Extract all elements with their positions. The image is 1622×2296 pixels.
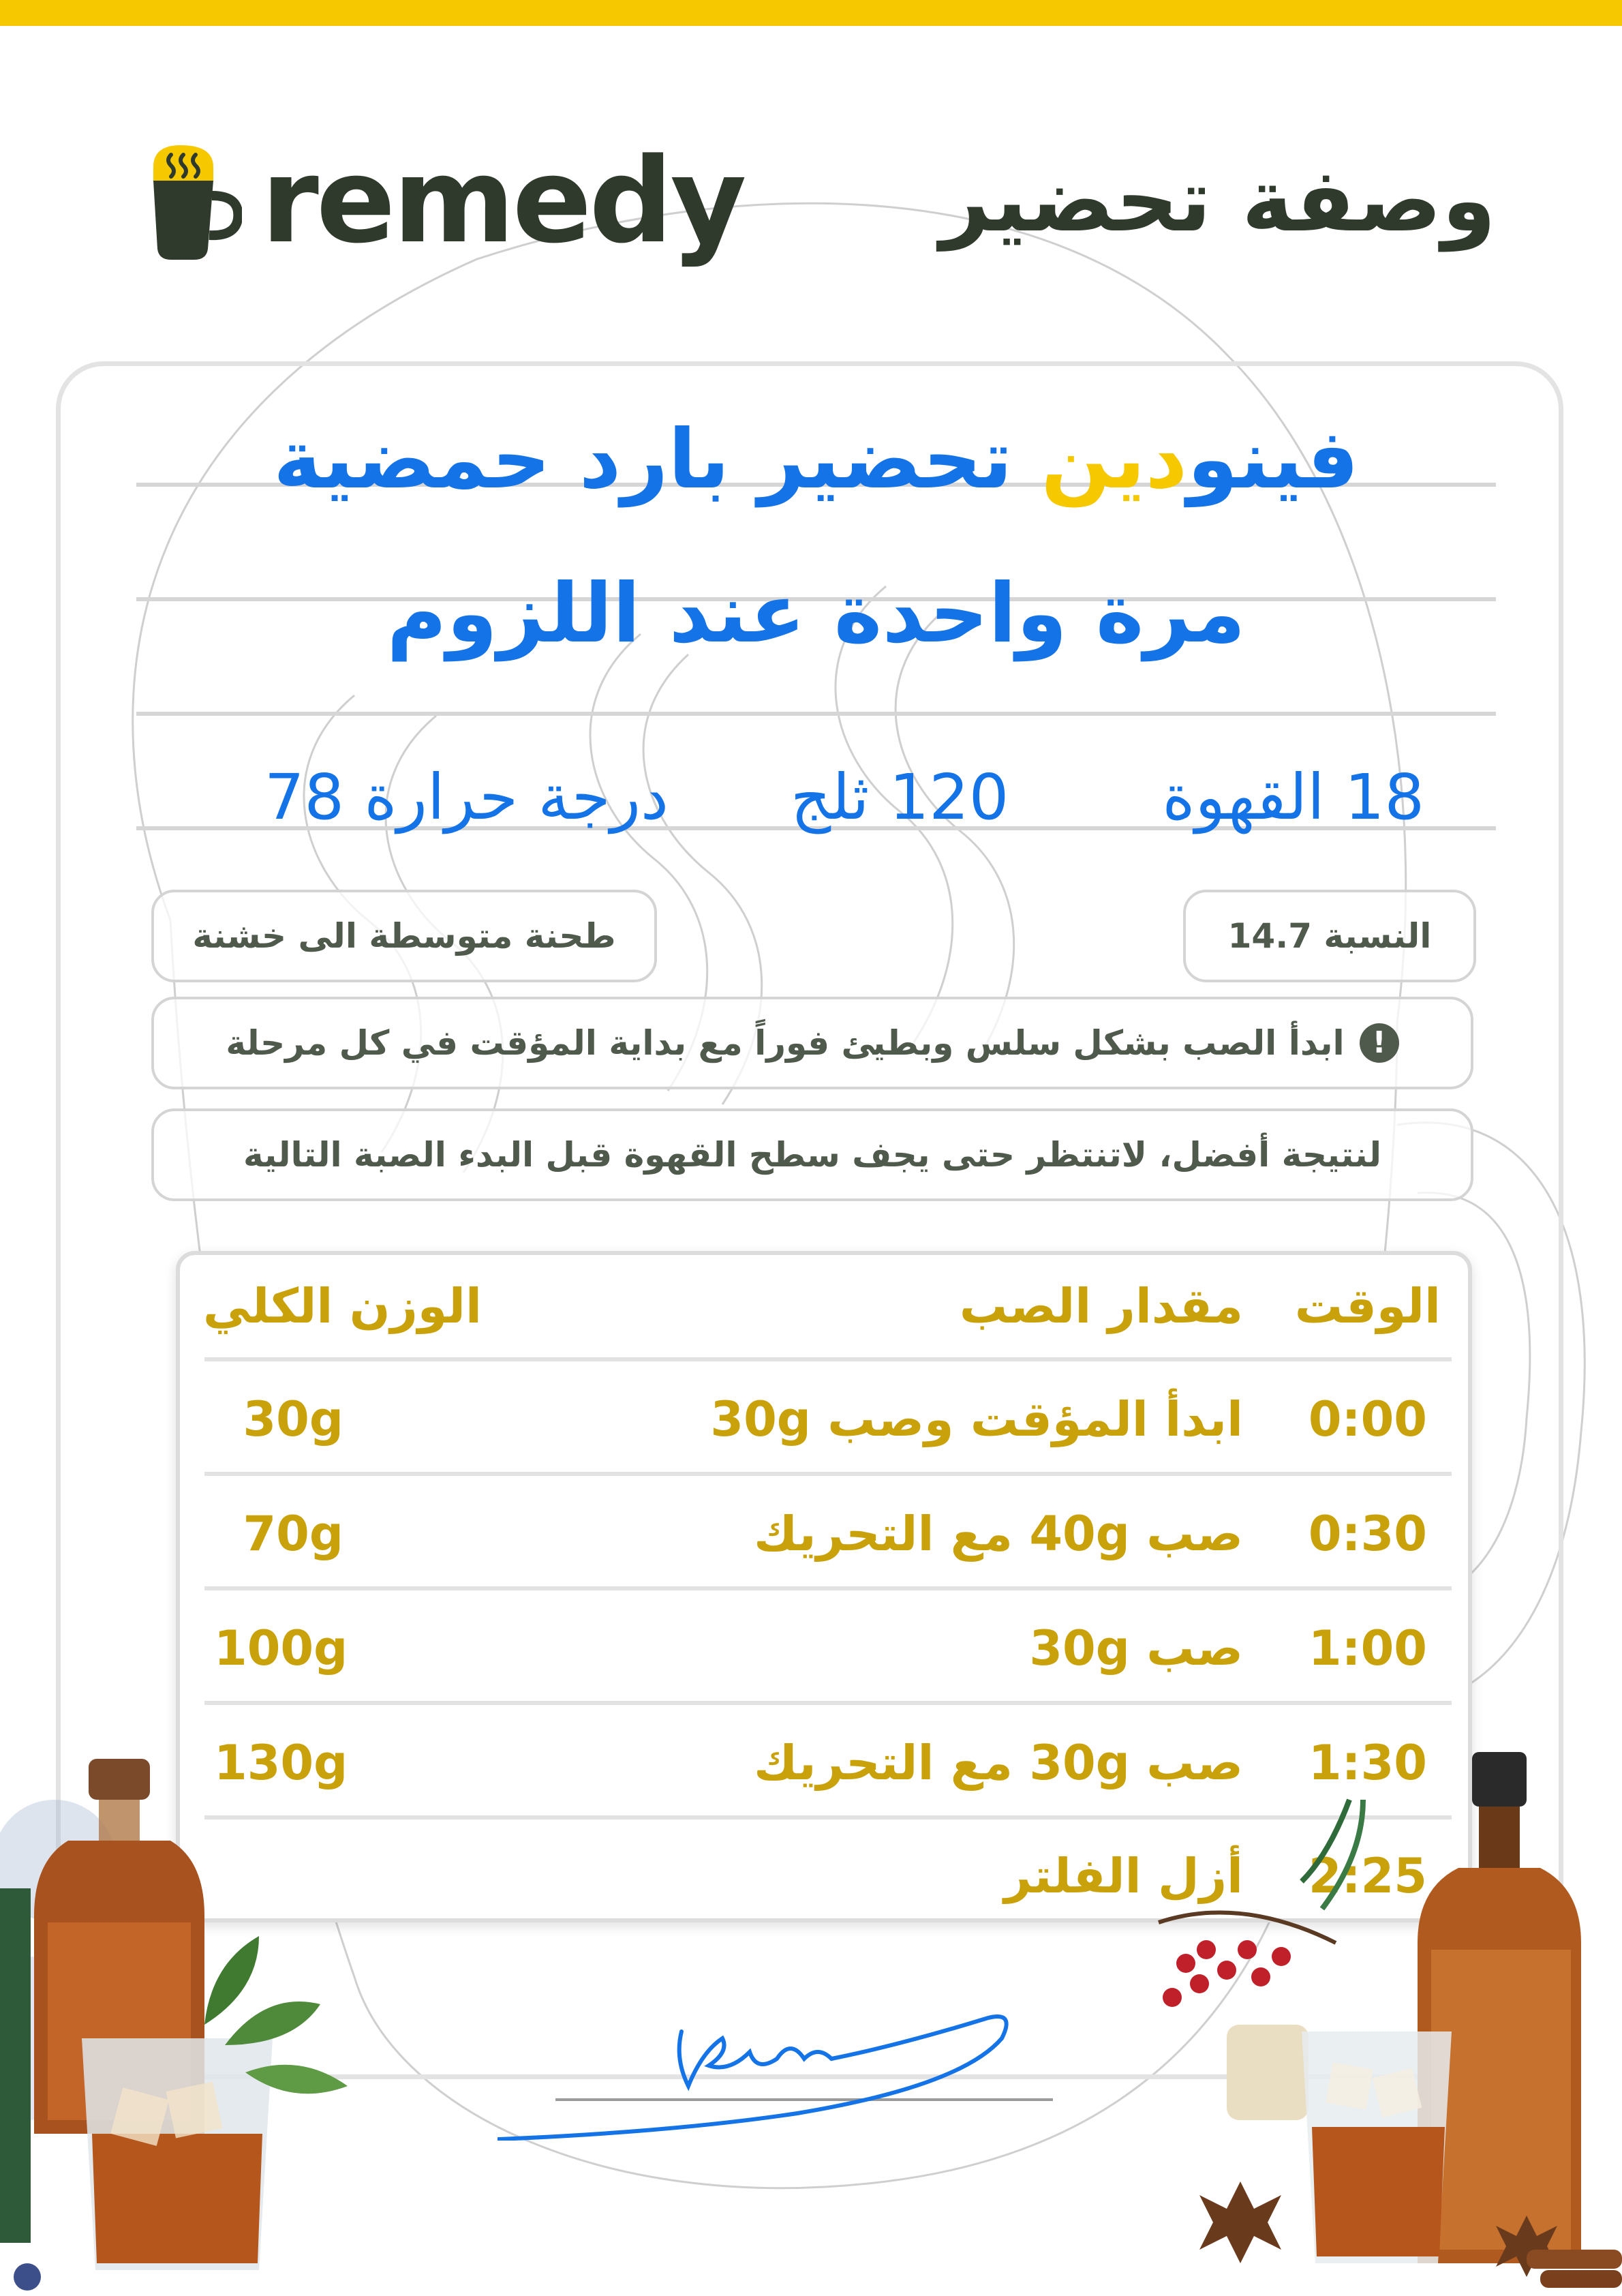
exclamation-circle-icon: ! [1360,1023,1399,1063]
recipe-title-part-c: تحضير بارد حمضية [273,412,1041,507]
row-2-pour: صب 40g مع التحريك [754,1506,1243,1562]
row-3-time: 1:00 [1308,1620,1427,1676]
row-4-total: 130g [214,1735,348,1791]
row-2-total: 70g [243,1506,343,1562]
recipe-title-part-a: فينو [1187,412,1359,507]
table-divider [204,1357,1452,1361]
row-1-time: 0:00 [1308,1391,1427,1447]
logo-wordmark: remedy [261,132,744,269]
header-time: الوقت [1294,1278,1441,1334]
row-4-time: 1:30 [1308,1735,1427,1791]
recipe-title-line-2: مرة واحدة عند اللزوم [386,567,1246,661]
grind-pill: طحنة متوسطة الى خشنة [151,890,657,982]
header-pour: مقدار الصب [959,1278,1243,1334]
tip-text-1: ابدأ الصب بشكل سلس وبطيئ فوراً مع بداية المؤقت في كل مرحلة [226,1023,1345,1063]
recipe-title-line-1 [136,409,1496,511]
brand-logo [140,132,744,269]
recipe-title-part-b: دين [1041,412,1188,507]
water-temperature: درجة حرارة 78 [264,761,669,834]
row-5-pour: أزل الفلتر [1004,1848,1243,1904]
row-3-total: 100g [214,1620,348,1676]
handwritten-signature [498,1991,1056,2141]
tip-pill-1 [151,997,1473,1089]
row-2-time: 0:30 [1308,1506,1427,1562]
row-1-pour: ابدأ المؤقت وصب 30g [710,1391,1243,1447]
tip-pill-2: لنتيجة أفضل، لاتنتظر حتى يجف سطح القهوة قبل البدء الصبة التالية [151,1108,1473,1201]
coffee-dose: 18 القهوة [1162,761,1424,834]
header-total: الوزن الكلي [203,1278,482,1334]
coffee-mug-steam-icon [140,140,242,262]
whiskey-bottle-glass-mint-illustration [0,1752,382,2296]
ratio-pill: النسبة 14.7 [1183,890,1476,982]
table-divider [204,1472,1452,1476]
table-divider [204,1586,1452,1590]
row-5-time: 2:25 [1308,1848,1427,1904]
row-4-pour: صب 30g مع التحريك [754,1735,1243,1791]
row-1-total: 30g [243,1391,343,1447]
document-title: وصفة تحضير [940,150,1496,252]
table-divider [204,1701,1452,1705]
ice-amount: 120 ثلج [791,761,1009,834]
row-3-pour: صب 30g [1029,1620,1243,1676]
title-underline-3 [136,712,1496,716]
whiskey-bottle-glass-berries-illustration [1145,1745,1622,2296]
